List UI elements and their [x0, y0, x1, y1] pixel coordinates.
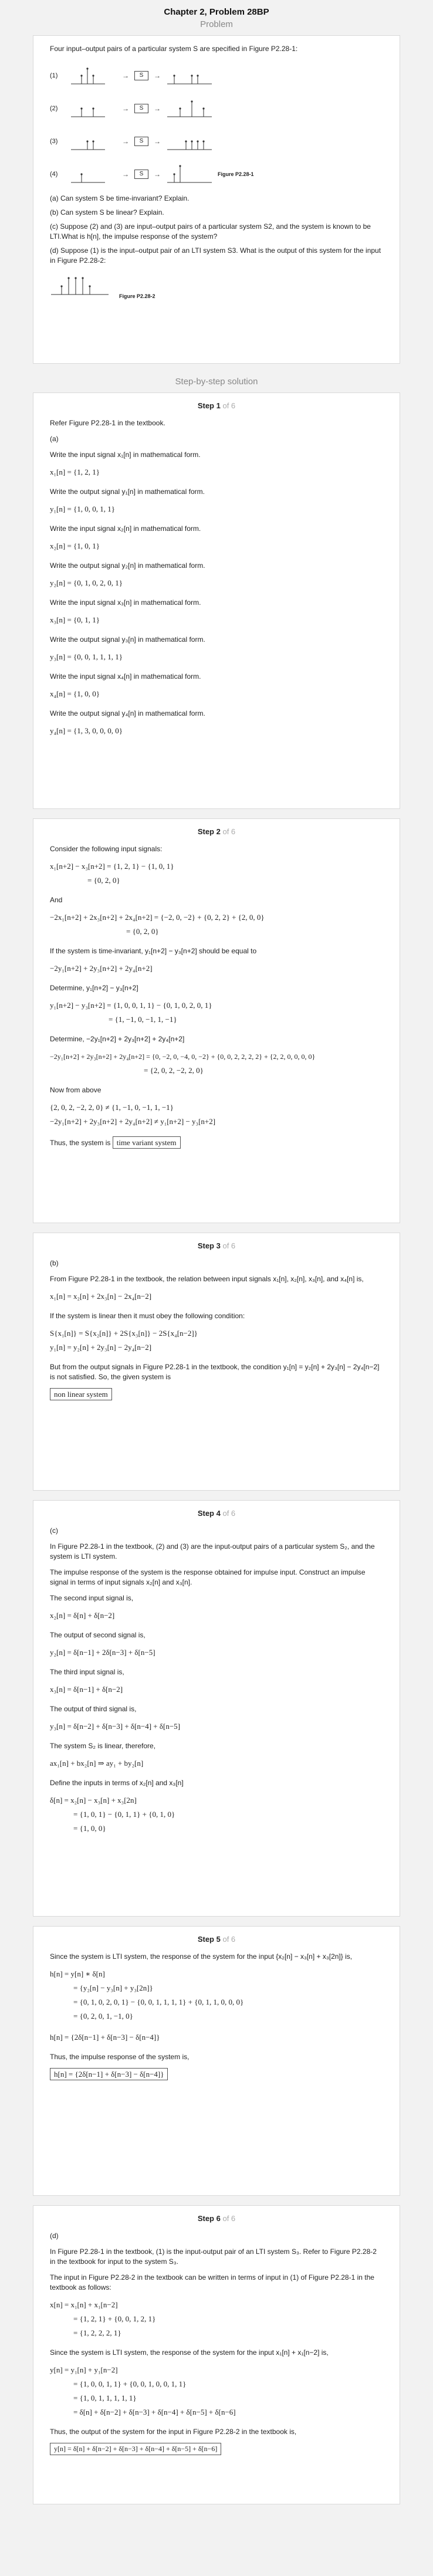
equation: −2y₁[n+2] + 2y₃[n+2] + 2y₄[n+2] = {0, −2, 0, −4, 0, −2} + {0, 0, 2, 2, 2, 2} + {2, 2, 0, 0, 0, 0} — [50, 1052, 316, 1061]
equation: = {0, 2, 0} — [87, 876, 120, 885]
system-box: S — [134, 170, 148, 179]
equation: ax₁[n] + bx₂[n] ⇒ ay₁ + by₂[n] — [50, 1759, 144, 1768]
step-text: (d) — [50, 2232, 59, 2240]
problem-intro: Four input–output pairs of a particular system S are specified in Figure P2.28-1: — [50, 45, 298, 53]
step-card — [33, 1500, 400, 1917]
equation: y₃[n] = {0, 0, 1, 1, 1, 1} — [50, 652, 123, 661]
arrow-icon: → — [122, 72, 129, 80]
step-text: The system S₂ is linear, therefore, — [50, 1742, 156, 1750]
equation: y₃[n] = δ[n−2] + δ[n−3] + δ[n−4] + δ[n−5] — [50, 1722, 180, 1731]
figure-row-label: (1) — [50, 72, 58, 79]
part-a: (a) Can system S be time-invariant? Explain. — [50, 194, 190, 202]
output-stem-plot — [166, 64, 213, 87]
answer-box: y[n] = δ[n] + δ[n−2] + δ[n−3] + δ[n−4] + δ[n−5] + δ[n−6] — [50, 2443, 221, 2455]
equation: x₃[n] = {0, 1, 1} — [50, 615, 100, 624]
step-text: The output of second signal is, — [50, 1631, 146, 1639]
equation: x[n] = x₁[n] + x₁[n−2] — [50, 2300, 118, 2309]
system-box: S — [134, 104, 148, 113]
step-text: Thus, the impulse response of the system is, — [50, 2053, 190, 2061]
step-text: Define the inputs in terms of x₂[n] and x₃[n] — [50, 1779, 184, 1787]
output-stem-plot — [166, 97, 213, 120]
equation: x₂[n] = δ[n] + δ[n−2] — [50, 1611, 115, 1620]
equation: y₄[n] = {1, 3, 0, 0, 0, 0} — [50, 726, 123, 735]
step-text: Thus, the output of the system for the input in Figure P2.28-2 in the textbook is, — [50, 2428, 297, 2436]
equation: x₁[n+2] − x₃[n+2] = {1, 2, 1} − {1, 0, 1} — [50, 862, 174, 871]
equation: = {y₂[n] − y₃[n] + y₃[2n]} — [73, 1983, 153, 1992]
step-text: In Figure P2.28-1 in the textbook, (2) and (3) are the input-output pairs of a particular system S₂, and the system is LTI system. — [50, 1542, 375, 1561]
figure-row — [50, 95, 383, 122]
equation: = {1, 0, 1} − {0, 1, 1} + {0, 1, 0} — [73, 1810, 175, 1819]
step-text: In Figure P2.28-1 in the textbook, (1) is the input-output pair of an LTI system S₃. Refer to Figure P2.28-2 in the textbook for input to the system S₃. — [50, 2247, 377, 2266]
step-text: Write the input signal x₃[n] in mathematical form. — [50, 598, 201, 607]
figure-row-label: (2) — [50, 105, 58, 112]
equation: y₁[n] = {1, 0, 0, 1, 1} — [50, 505, 116, 513]
equation: = {1, 0, 0, 1, 1} + {0, 0, 1, 0, 0, 1, 1} — [73, 2379, 187, 2388]
conclusion-prefix: Thus, the system is — [50, 1139, 111, 1147]
figure-caption: Figure P2.28-2 — [119, 293, 155, 299]
figure-row-label: (4) — [50, 171, 58, 178]
arrow-icon: → — [122, 137, 129, 145]
conclusion-line — [50, 2068, 383, 2080]
equation: x₁[n] = {1, 2, 1} — [50, 468, 100, 476]
step-text: Consider the following input signals: — [50, 845, 163, 853]
step-count: of 6 — [222, 1241, 236, 1250]
conclusion-line — [50, 2443, 383, 2455]
arrow-icon: → — [122, 170, 129, 178]
step-count: of 6 — [222, 2214, 236, 2223]
answer-box: non linear system — [50, 1388, 112, 1400]
equation: = {0, 2, 0, 1, −1, 0} — [73, 2012, 133, 2020]
conclusion-line — [50, 1388, 383, 1400]
step-text: (b) — [50, 1259, 59, 1267]
output-stem-plot — [166, 163, 213, 186]
step-text: Write the output signal y₁[n] in mathematical form. — [50, 488, 205, 496]
step-count: of 6 — [222, 401, 236, 410]
equation: −2y₁[n+2] + 2y₃[n+2] + 2y₄[n+2] — [50, 964, 153, 973]
equation: = {1, 0, 1, 1, 1, 1, 1} — [73, 2394, 137, 2402]
arrow-icon: → — [122, 104, 129, 113]
equation: −2x₁[n+2] + 2x₃[n+2] + 2x₄[n+2] = {−2, 0, −2} + {0, 2, 2} + {2, 0, 0} — [50, 913, 265, 922]
step-title — [50, 2214, 383, 2223]
page-title: Chapter 2, Problem 28BP — [164, 7, 269, 17]
step-label: Step 4 — [197, 1509, 221, 1518]
system-box: S — [134, 137, 148, 146]
step-card — [33, 1233, 400, 1491]
input-stem-plot — [70, 130, 117, 153]
equation: S{x₁[n]} = S{x₂[n]} + 2S{x₃[n]} − 2S{x₄[n−2]} — [50, 1329, 198, 1338]
step-title — [50, 1241, 383, 1250]
step-text: The impulse response of the system is the response obtained for impulse input. Construct an impulse signal in terms of input signals x₂[n] and x₃[n]. — [50, 1568, 366, 1586]
step-text: Write the output signal y₂[n] in mathematical form. — [50, 561, 205, 570]
equation: = {1, 2, 2, 2, 1} — [73, 2328, 121, 2337]
equation: δ[n] = x₂[n] − x₃[n] + x₃[2n] — [50, 1796, 137, 1805]
system-box: S — [134, 71, 148, 80]
equation: y₁[n+2] − y₃[n+2] = {1, 0, 0, 1, 1} − {0, 1, 0, 2, 0, 1} — [50, 1001, 212, 1010]
equation: {2, 0, 2, −2, 2, 0} ≠ {1, −1, 0, −1, 1, −1} — [50, 1103, 174, 1112]
input-stem-plot — [70, 97, 117, 120]
equation: = δ[n] + δ[n−2] + δ[n−3] + δ[n−4] + δ[n−5] + δ[n−6] — [73, 2408, 236, 2416]
step-count: of 6 — [222, 1509, 236, 1518]
step-text: Write the input signal x₂[n] in mathematical form. — [50, 524, 201, 533]
step-text: The input in Figure P2.28-2 in the textbook can be written in terms of input in (1) of Figure P2.28-1 in the textbook as follows: — [50, 2273, 374, 2291]
step-text: Determine, −2y₁[n+2] + 2y₃[n+2] + 2y₄[n+2] — [50, 1035, 185, 1043]
figure-row — [50, 128, 383, 155]
equation: = {2, 0, 2, −2, 2, 0} — [144, 1066, 204, 1075]
equation: x₄[n] = {1, 0, 0} — [50, 689, 100, 698]
step-label: Step 5 — [197, 1935, 221, 1944]
step-text: Write the output signal y₄[n] in mathematical form. — [50, 709, 205, 717]
step-title — [50, 1935, 383, 1944]
step-card — [33, 1926, 400, 2196]
equation: y[n] = y₁[n] + y₁[n−2] — [50, 2365, 118, 2374]
step-text: From Figure P2.28-1 in the textbook, the relation between input signals x₁[n], x₂[n], x₃[n], and x₄[n] is, — [50, 1275, 364, 1283]
figure-row-label: (3) — [50, 138, 58, 145]
step-count: of 6 — [222, 1935, 236, 1944]
step-count: of 6 — [222, 827, 236, 836]
output-stem-plot — [166, 130, 213, 153]
figure-caption: Figure P2.28-1 — [218, 171, 254, 177]
equation: x₂[n] = {1, 0, 1} — [50, 541, 100, 550]
equation: h[n] = y[n] ∗ δ[n] — [50, 1969, 105, 1978]
step-text: But from the output signals in Figure P2.28-1 in the textbook, the condition y₁[n] = y₂[n] + 2y₃[n] − 2y₄[n−2] is not satisfied. So, the given system is — [50, 1363, 380, 1381]
answer-box: h[n] = {2δ[n−1] + δ[n−3] − δ[n−4]} — [50, 2068, 168, 2080]
input-stem-plot — [70, 163, 117, 186]
equation: = {1, 0, 0} — [73, 1824, 106, 1833]
step-label: Step 3 — [197, 1241, 221, 1250]
step-title — [50, 827, 383, 836]
step-text: The third input signal is, — [50, 1668, 124, 1676]
step-text: Now from above — [50, 1086, 102, 1094]
step-label: Step 6 — [197, 2214, 221, 2223]
arrow-icon: → — [154, 137, 161, 145]
step-title — [50, 1509, 383, 1518]
equation: x₃[n] = δ[n−1] + δ[n−2] — [50, 1685, 123, 1694]
arrow-icon: → — [154, 104, 161, 113]
problem-card — [33, 35, 400, 364]
step-text: If the system is linear then it must obey the following condition: — [50, 1312, 245, 1320]
equation: −2y₁[n+2] + 2y₃[n+2] + 2y₄[n+2] ≠ y₁[n+2] − y₃[n+2] — [50, 1117, 216, 1126]
step-text: Write the output signal y₃[n] in mathematical form. — [50, 635, 205, 644]
step-text: (c) — [50, 1526, 58, 1535]
equation: = {0, 2, 0} — [126, 927, 159, 936]
equation: y₁[n] = y₂[n] + 2y₃[n] − 2y₄[n−2] — [50, 1343, 152, 1352]
solution-heading: Step-by-step solution — [175, 377, 258, 387]
step-text: Write the input signal x₄[n] in mathematical form. — [50, 672, 201, 681]
equation: = {0, 1, 0, 2, 0, 1} − {0, 0, 1, 1, 1, 1} + {0, 1, 1, 0, 0, 0} — [73, 1998, 244, 2006]
step-text: If the system is time-invariant, y₁[n+2] − y₃[n+2] should be equal to — [50, 947, 257, 955]
figure-p2-28-2 — [50, 270, 383, 299]
problem-parts — [50, 194, 383, 266]
arrow-icon: → — [154, 72, 161, 80]
step-text: Refer Figure P2.28-1 in the textbook. — [50, 419, 165, 427]
step-card — [33, 392, 400, 809]
step-text: The output of third signal is, — [50, 1705, 137, 1713]
step-text: And — [50, 896, 63, 904]
step-card — [33, 818, 400, 1223]
equation: x₁[n] = x₂[n] + 2x₃[n] − 2x₄[n−2] — [50, 1292, 152, 1301]
equation: h[n] = {2δ[n−1] + δ[n−3] − δ[n−4]} — [50, 2033, 160, 2042]
figure-row — [50, 62, 383, 89]
step-text: Write the input signal x₁[n] in mathematical form. — [50, 451, 201, 459]
step-text: The second input signal is, — [50, 1594, 134, 1602]
conclusion-line — [50, 1136, 383, 1149]
step-text: (a) — [50, 435, 59, 443]
problem-heading: Problem — [200, 19, 233, 29]
step-text: Since the system is LTI system, the response of the system for the input x₁[n] + x₁[n−2] is, — [50, 2348, 329, 2357]
stem-plot — [50, 270, 114, 299]
part-d: (d) Suppose (1) is the input–output pair of an LTI system S3. What is the output of this system for the input in Figure P2.28-2: — [50, 246, 381, 265]
figure-p2-28-1 — [50, 62, 383, 188]
figure-row — [50, 161, 383, 188]
step-card — [33, 2205, 400, 2504]
equation: = {1, 2, 1} + {0, 0, 1, 2, 1} — [73, 2314, 156, 2323]
equation: = {1, −1, 0, −1, 1, −1} — [109, 1015, 177, 1024]
arrow-icon: → — [154, 170, 161, 178]
equation: y₂[n] = δ[n−1] + 2δ[n−3] + δ[n−5] — [50, 1648, 155, 1657]
part-b: (b) Can system S be linear? Explain. — [50, 208, 164, 216]
step-text: Since the system is LTI system, the response of the system for the input {x₂[n] − x₃[n] + x₃[2n]} is, — [50, 1952, 353, 1961]
step-text: Determine, y₁[n+2] − y₃[n+2] — [50, 984, 138, 992]
answer-box: time variant system — [113, 1136, 181, 1149]
step-label: Step 2 — [197, 827, 221, 836]
input-stem-plot — [70, 64, 117, 87]
part-c: (c) Suppose (2) and (3) are input–output pairs of a particular system S2, and the system is known to be LTI.What is h[n], the impulse response of the system? — [50, 222, 371, 241]
step-label: Step 1 — [197, 401, 221, 410]
equation: y₂[n] = {0, 1, 0, 2, 0, 1} — [50, 578, 123, 587]
step-title — [50, 401, 383, 410]
